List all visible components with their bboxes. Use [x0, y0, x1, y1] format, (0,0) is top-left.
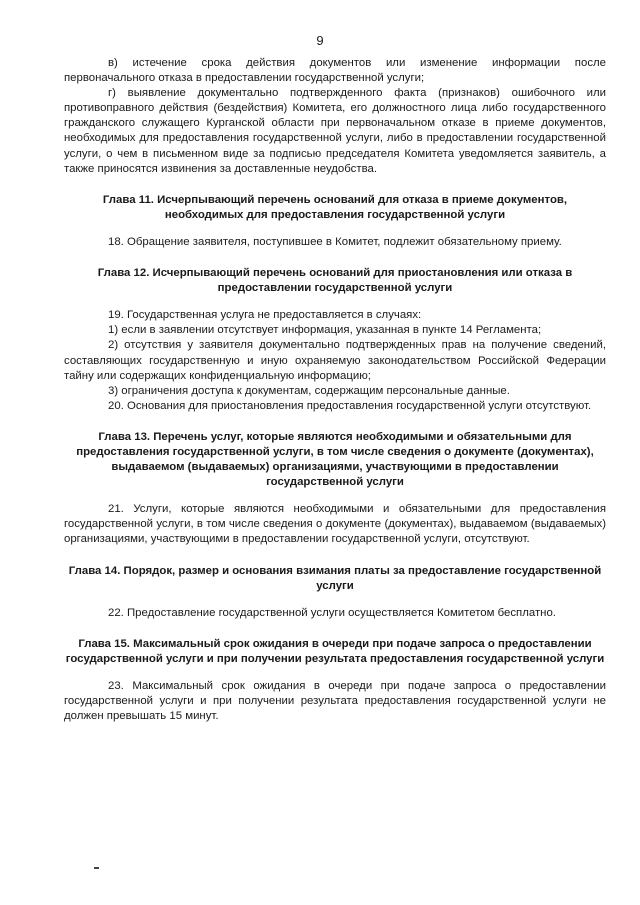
paragraph-19-3: 3) ограничения доступа к документам, содержащим персональные данные. — [108, 384, 510, 397]
chapter-12-heading: Глава 12. Исчерпывающий перечень оснований для приостановления или отказа в предоставлении государственной услуги — [97, 267, 573, 295]
chapter-15-heading: Глава 15. Максимальный срок ожидания в очереди при подаче запроса о предоставлении государственной услуги и при получении результата предоставления государственной услуги — [65, 637, 605, 665]
chapter-11-heading: Глава 11. Исчерпывающий перечень оснований для отказа в приеме документов, необходимых для предоставления государственной услуги — [102, 193, 568, 221]
paragraph-19-1: 1) если в заявлении отсутствует информация, указанная в пункте 14 Регламента; — [108, 324, 542, 337]
page-number: 9 — [316, 33, 324, 48]
chapter-14-heading: Глава 14. Порядок, размер и основания взимания платы за предоставление государственной услуги — [68, 564, 602, 592]
paragraph-22: 22. Предоставление государственной услуги осуществляется Комитетом бесплатно. — [108, 606, 556, 619]
paragraph-20: 20. Основания для приостановления предоставления государственной услуги отсутствуют. — [108, 399, 592, 412]
paragraph-23: 23. Максимальный срок ожидания в очереди при подаче запроса о предоставлении государственной услуги и при получении результата предоставления государственной услуги не должен превышать 15 минут. — [64, 680, 606, 723]
paragraph-g: г) выявление документально подтвержденного факта (признаков) ошибочного или противоправного действия (бездействия) Комитета, его должностного лица либо государственного гражданского служащего Курганской области при первоначальном отказе в приеме документов, необходимых для предоставления государственной услуги, либо в предоставлении государственной услуги, о чем в письменном виде за подписью председателя Комитета уведомляется заявитель, а также приносятся извинения за доставленные неудобства. — [64, 87, 606, 175]
document-body — [64, 56, 606, 724]
paragraph-18: 18. Обращение заявителя, поступившее в Комитет, подлежит обязательному приему. — [108, 235, 562, 248]
paragraph-v: в) истечение срока действия документов или изменение информации после первоначального отказа в предоставлении государственной услуги; — [64, 57, 606, 85]
paragraph-21: 21. Услуги, которые являются необходимыми и обязательными для предоставления государственной услуги, в том числе сведения о документе (документах), выдаваемом (выдаваемых) организациями, участвующими в предоставлении государственной услуги, отсутствуют. — [64, 503, 606, 546]
chapter-13-heading: Глава 13. Перечень услуг, которые являются необходимыми и обязательными для предоставления государственной услуги, в том числе сведения о документе (документах), выдаваемом (выдаваемых) организациями, участвующими в предоставлении государственной услуги — [76, 430, 594, 489]
scan-mark — [94, 867, 99, 869]
paragraph-19: 19. Государственная услуга не предоставляется в случаях: — [108, 309, 422, 322]
paragraph-19-2: 2) отсутствия у заявителя документально подтвержденных прав на получение сведений, составляющих государственную и иную охраняемую законодательством Российской Федерации тайну или содержащих конфиденциальную информацию; — [64, 339, 606, 382]
